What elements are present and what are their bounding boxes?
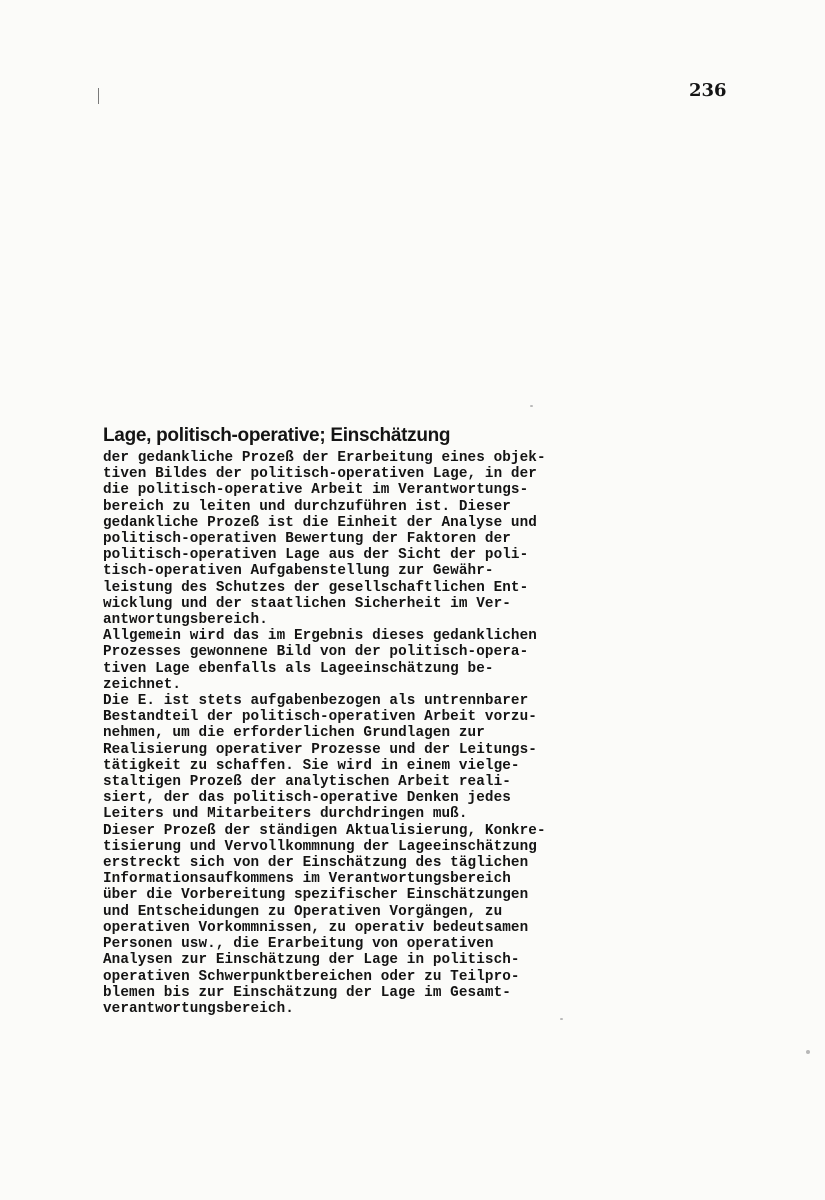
entry-line: Dieser Prozeß der ständigen Aktualisierung, Konkre- bbox=[103, 822, 546, 839]
entry-line: staltigen Prozeß der analytischen Arbeit reali- bbox=[103, 774, 511, 791]
entry-line: wicklung und der staatlichen Sicherheit im Ver- bbox=[103, 595, 511, 612]
entry-line: Realisierung operativer Prozesse und der Leitungs- bbox=[103, 741, 537, 758]
entry-line: Informationsaufkommens im Verantwortungsbereich bbox=[103, 871, 511, 888]
entry-line: über die Vorbereitung spezifischer Einschätzungen bbox=[103, 887, 529, 904]
entry-line: Leiters und Mitarbeiters durchdringen muß. bbox=[103, 806, 468, 823]
scan-speck bbox=[560, 1018, 563, 1020]
entry-line: tisierung und Vervollkommnung der Lageeinschätzung bbox=[103, 838, 537, 855]
entry-line: operativen Schwerpunktbereichen oder zu Teilpro- bbox=[103, 968, 520, 985]
lexicon-entry bbox=[103, 424, 623, 1017]
entry-line: tiven Lage ebenfalls als Lageeinschätzung be- bbox=[103, 660, 494, 677]
entry-line: bereich zu leiten und durchzuführen ist. Dieser bbox=[103, 498, 511, 515]
entry-line: Bestandteil der politisch-operativen Arbeit vorzu- bbox=[103, 709, 537, 726]
entry-line: operativen Vorkommnissen, zu operativ bedeutsamen bbox=[103, 919, 529, 936]
entry-line: Allgemein wird das im Ergebnis dieses gedanklichen bbox=[103, 628, 537, 645]
entry-line: politisch-operativen Bewertung der Faktoren der bbox=[103, 531, 511, 548]
entry-line: Personen usw., die Erarbeitung von operativen bbox=[103, 936, 494, 953]
entry-line: nehmen, um die erforderlichen Grundlagen zur bbox=[103, 725, 485, 742]
entry-line: politisch-operativen Lage aus der Sicht der poli- bbox=[103, 547, 529, 564]
scan-speck bbox=[530, 405, 533, 407]
entry-line: die politisch-operative Arbeit im Verantwortungs- bbox=[103, 482, 529, 499]
entry-heading: Lage, politisch-operative; Einschätzung bbox=[103, 425, 451, 446]
entry-line: leistung des Schutzes der gesellschaftlichen Ent- bbox=[103, 579, 529, 596]
scan-speck bbox=[806, 1050, 810, 1054]
entry-line: tiven Bildes der politisch-operativen Lage, in der bbox=[103, 466, 537, 483]
page-number: 236 bbox=[689, 80, 727, 101]
entry-line: Die E. ist stets aufgabenbezogen als untrennbarer bbox=[103, 693, 529, 710]
entry-line: der gedankliche Prozeß der Erarbeitung eines objek- bbox=[103, 450, 546, 466]
margin-mark bbox=[98, 88, 99, 104]
entry-line: tätigkeit zu schaffen. Sie wird in einem vielge- bbox=[103, 757, 520, 774]
entry-line: Analysen zur Einschätzung der Lage in politisch- bbox=[103, 952, 520, 969]
entry-line: antwortungsbereich. bbox=[103, 612, 268, 629]
entry-line: siert, der das politisch-operative Denken jedes bbox=[103, 790, 511, 807]
entry-line: blemen bis zur Einschätzung der Lage im Gesamt- bbox=[103, 984, 511, 1001]
entry-line: Prozesses gewonnene Bild von der politisch-opera- bbox=[103, 644, 529, 661]
entry-line: verantwortungsbereich. bbox=[103, 1000, 294, 1017]
entry-line: erstreckt sich von der Einschätzung des täglichen bbox=[103, 855, 529, 872]
entry-line: und Entscheidungen zu Operativen Vorgängen, zu bbox=[103, 903, 503, 920]
entry-line: gedankliche Prozeß ist die Einheit der Analyse und bbox=[103, 514, 537, 531]
entry-line: zeichnet. bbox=[103, 676, 182, 693]
entry-body bbox=[103, 450, 623, 1017]
entry-line: tisch-operativen Aufgabenstellung zur Gewähr- bbox=[103, 563, 494, 580]
